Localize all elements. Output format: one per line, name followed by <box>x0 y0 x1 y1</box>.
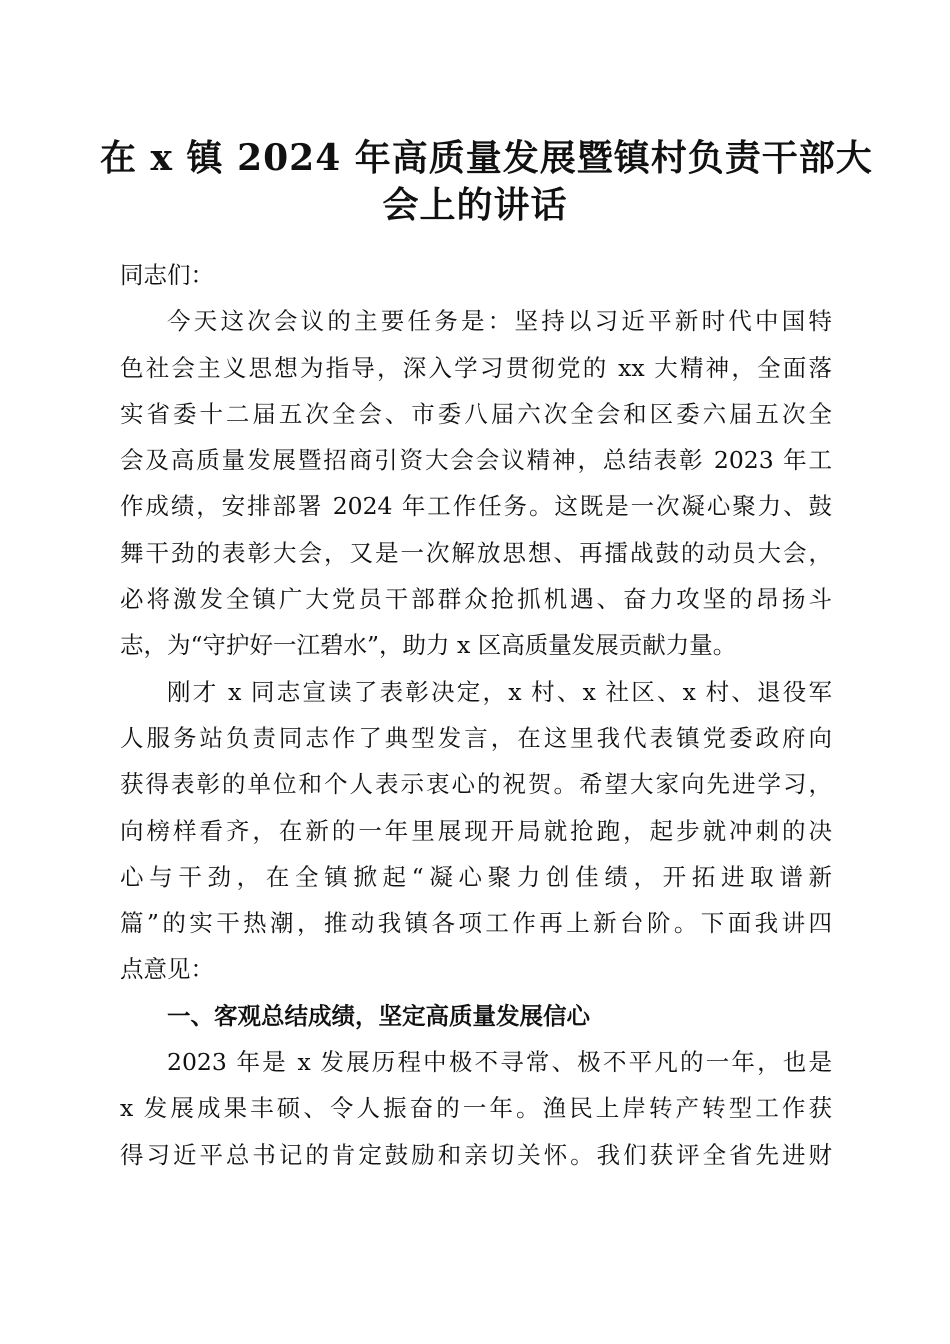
title-line-1: 在 x 镇 2024 年高质量发展暨镇村负责干部大 <box>100 137 873 179</box>
paragraph-line: x 发展成果丰硕、令人振奋的一年。渔民上岸转产转型工作获 <box>120 1094 832 1123</box>
section-heading: 一、客观总结成绩，坚定高质量发展信心 <box>167 1001 590 1030</box>
paragraph-line: 点意见： <box>120 955 214 984</box>
paragraph-line: 篇”的实干热潮，推动我镇各项工作再上新台阶。下面我讲四 <box>120 909 832 938</box>
paragraph-3 <box>120 1039 832 1178</box>
paragraph-line: 向榜样看齐，在新的一年里展现开局就抢跑，起步就冲刺的决 <box>120 816 832 845</box>
paragraph-line: 今天这次会议的主要任务是：坚持以习近平新时代中国特 <box>167 307 832 336</box>
paragraph-1 <box>120 298 832 668</box>
paragraph-line: 人服务站负责同志作了典型发言，在这里我代表镇党委政府向 <box>120 723 832 752</box>
paragraph-line: 刚才 x 同志宣读了表彰决定，x 村、x 社区、x 村、退役军 <box>167 677 832 706</box>
paragraph-line: 实省委十二届五次全会、市委八届六次全会和区委六届五次全 <box>120 399 832 428</box>
paragraph-line: 作成绩，安排部署 2024 年工作任务。这既是一次凝心聚力、鼓 <box>120 492 832 521</box>
salutation: 同志们： <box>120 261 214 289</box>
title-line-2: 会上的讲话 <box>382 184 568 226</box>
document-title <box>100 135 873 229</box>
paragraph-line: 舞干劲的表彰大会，又是一次解放思想、再擂战鼓的动员大会， <box>120 538 832 567</box>
paragraph-line: 会及高质量发展暨招商引资大会会议精神，总结表彰 2023 年工 <box>120 446 832 475</box>
document-body <box>120 252 832 1178</box>
paragraph-line: 得习近平总书记的肯定鼓励和亲切关怀。我们获评全省先进财 <box>120 1140 832 1169</box>
paragraph-line: 志，为“守护好一江碧水”，助力 x 区高质量发展贡献力量。 <box>120 631 737 660</box>
paragraph-line: 2023 年是 x 发展历程中极不寻常、极不平凡的一年，也是 <box>167 1048 832 1077</box>
paragraph-2 <box>120 669 832 993</box>
paragraph-line: 获得表彰的单位和个人表示衷心的祝贺。希望大家向先进学习， <box>120 770 832 799</box>
paragraph-line: 必将激发全镇广大党员干部群众抢抓机遇、奋力攻坚的昂扬斗 <box>120 585 832 614</box>
paragraph-line: 心与干劲，在全镇掀起“凝心聚力创佳绩，开拓进取谱新 <box>120 862 832 891</box>
paragraph-line: 色社会主义思想为指导，深入学习贯彻党的 xx 大精神，全面落 <box>120 353 832 382</box>
